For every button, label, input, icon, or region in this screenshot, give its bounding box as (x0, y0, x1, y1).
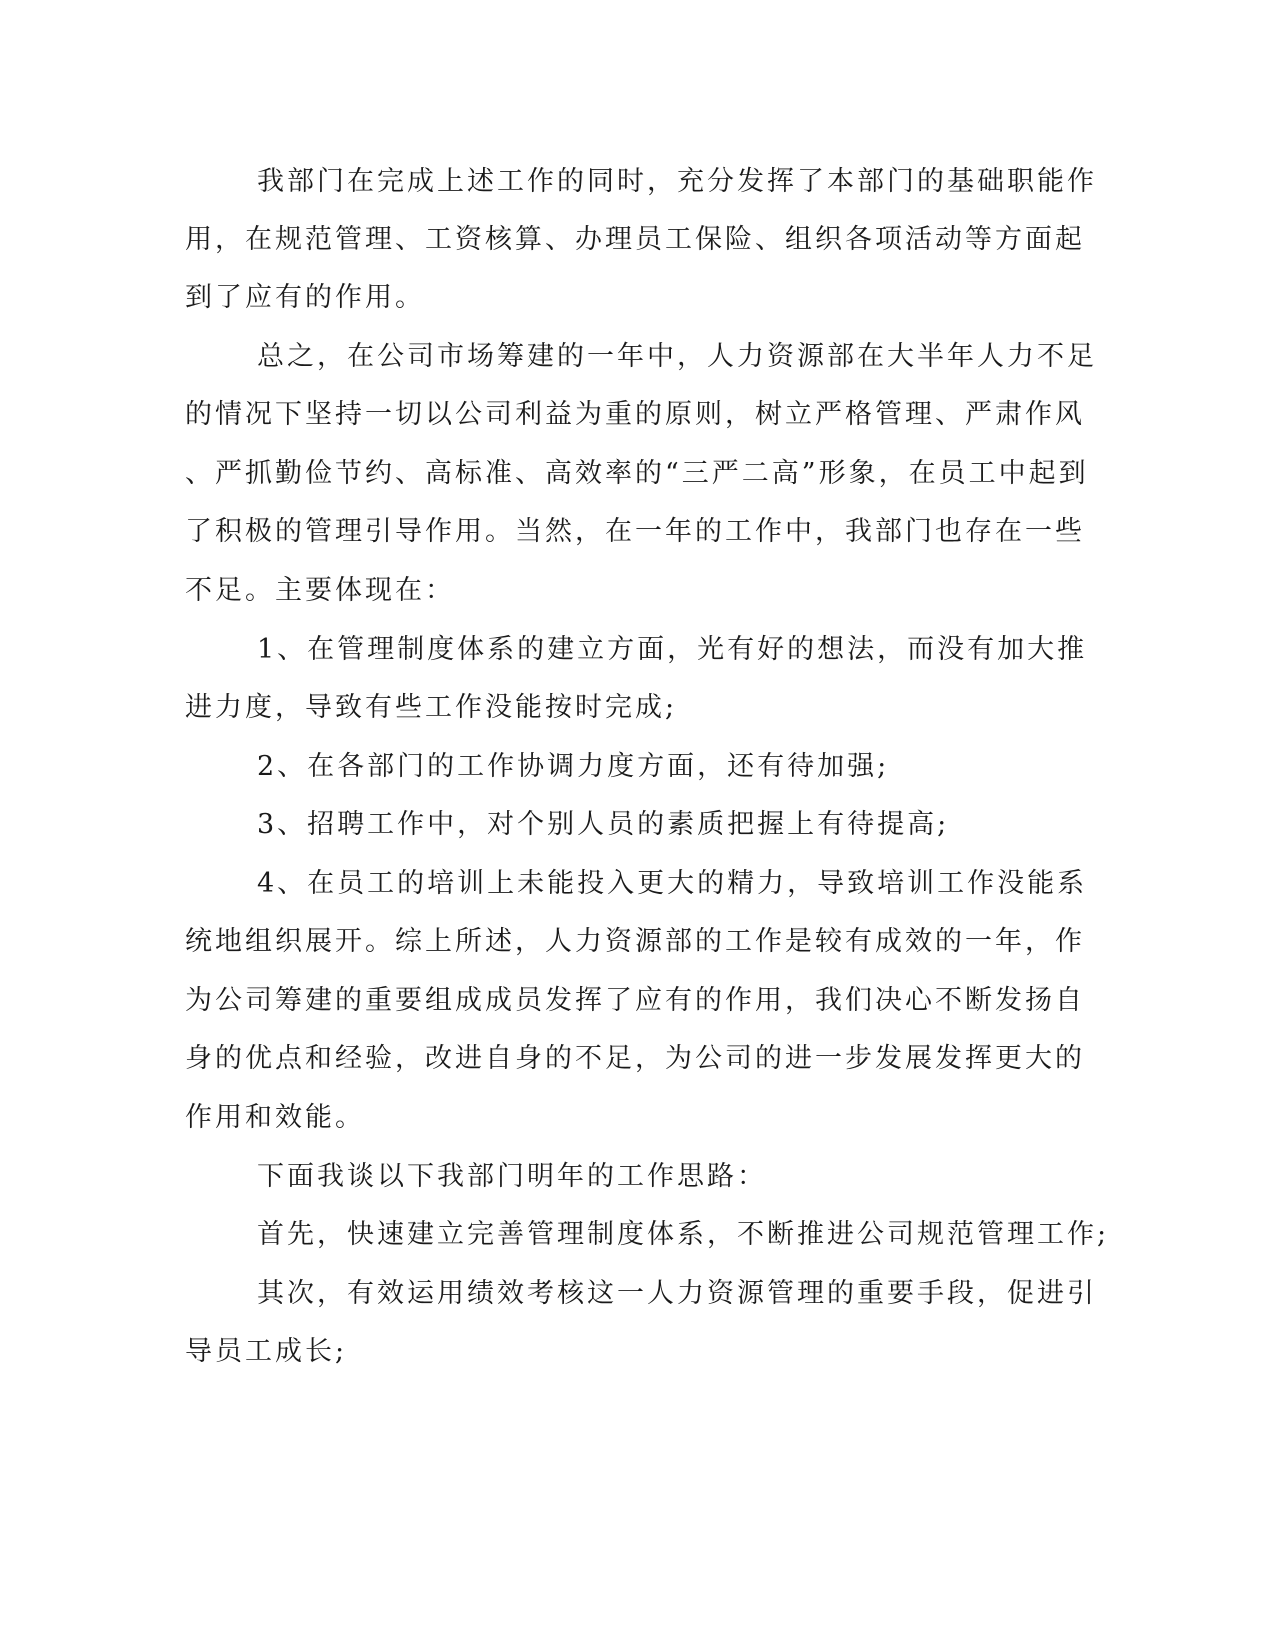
text-line: 4、在员工的培训上未能投入更大的精力，导致培训工作没能系 (257, 868, 1088, 899)
text-line: 到了应有的作用。 (185, 282, 425, 313)
text-line: 了积极的管理引导作用。当然，在一年的工作中，我部门也存在一些 (185, 516, 1085, 547)
text-line: 统地组织展开。综上所述，人力资源部的工作是较有成效的一年，作 (185, 926, 1085, 957)
text-line: 2、在各部门的工作协调力度方面，还有待加强; (257, 751, 890, 782)
text-line: 为公司筹建的重要组成成员发挥了应有的作用，我们决心不断发扬自 (185, 985, 1085, 1016)
text-line: 的情况下坚持一切以公司利益为重的原则，树立严格管理、严肃作风 (185, 399, 1085, 430)
text-line: 进力度，导致有些工作没能按时完成; (185, 692, 678, 723)
text-line: 其次，有效运用绩效考核这一人力资源管理的重要手段，促进引 (257, 1278, 1097, 1309)
text-line: 导员工成长; (185, 1336, 348, 1367)
text-line: 下面我谈以下我部门明年的工作思路： (257, 1161, 767, 1192)
text-line: 1、在管理制度体系的建立方面，光有好的想法，而没有加大推 (257, 634, 1088, 665)
text-line: 、严抓勤俭节约、高标准、高效率的“三严二高”形象，在员工中起到 (185, 458, 1089, 489)
text-line: 用，在规范管理、工资核算、办理员工保险、组织各项活动等方面起 (185, 224, 1085, 255)
text-line: 首先，快速建立完善管理制度体系，不断推进公司规范管理工作; (257, 1219, 1110, 1250)
text-line: 身的优点和经验，改进自身的不足，为公司的进一步发展发挥更大的 (185, 1043, 1085, 1074)
text-line: 3、招聘工作中，对个别人员的素质把握上有待提高; (257, 809, 950, 840)
text-line: 不足。主要体现在： (185, 575, 455, 606)
text-line: 总之，在公司市场筹建的一年中，人力资源部在大半年人力不足 (257, 341, 1097, 372)
text-line: 我部门在完成上述工作的同时，充分发挥了本部门的基础职能作 (257, 166, 1097, 197)
text-line: 作用和效能。 (185, 1102, 365, 1133)
